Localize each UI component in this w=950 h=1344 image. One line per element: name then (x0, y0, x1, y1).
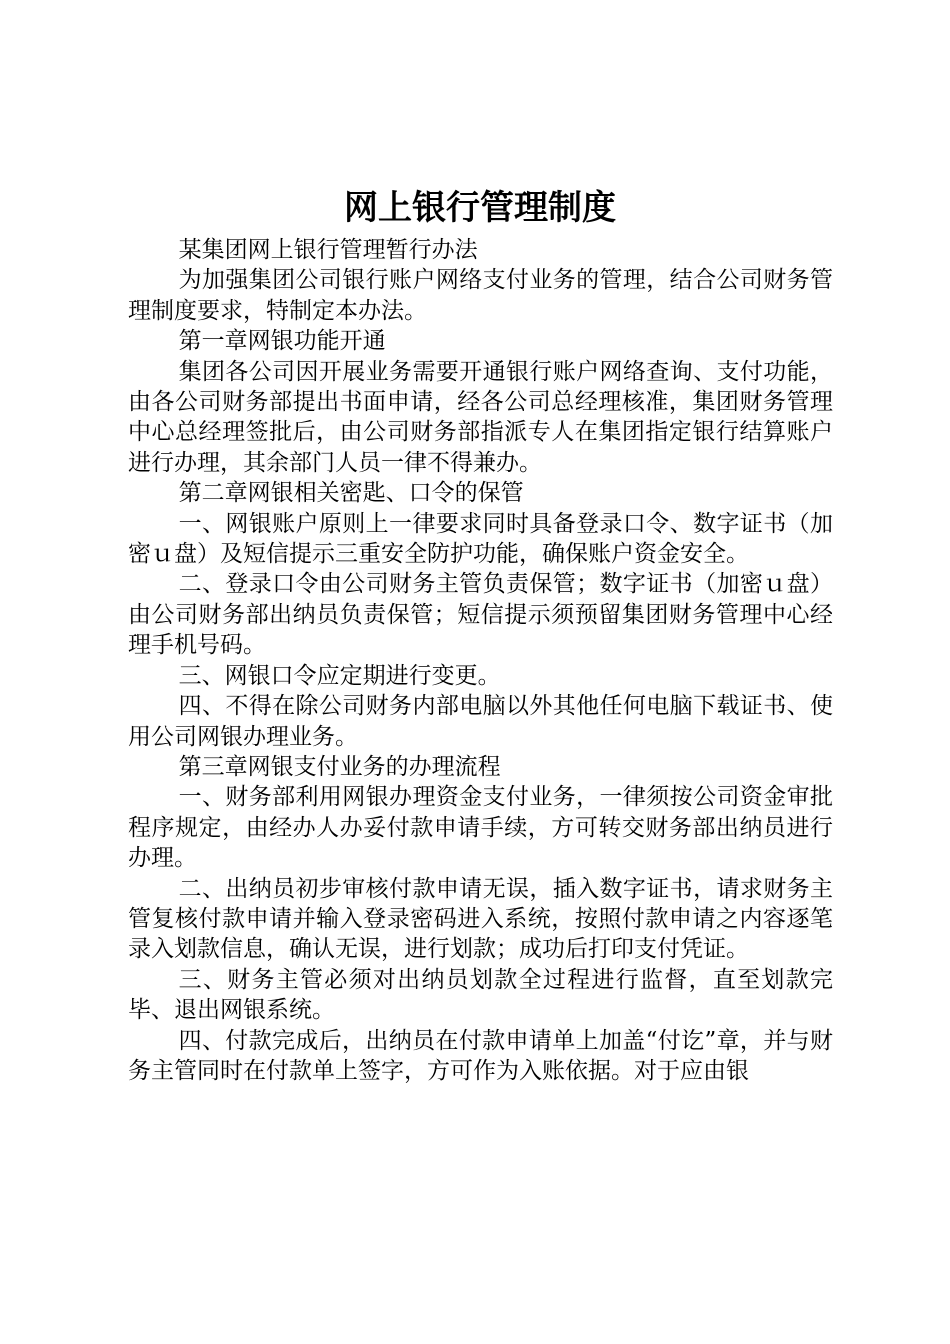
chapter-2-heading: 第二章网银相关密匙、口令的保管 (178, 480, 524, 507)
document-body (128, 235, 833, 1086)
chapter-3-item-3: 三、财务主管必须对出纳员划款全过程进行监督，直至划款完毕、退出网银系统。 (128, 966, 833, 1024)
paragraph-subtitle: 某集团网上银行管理暂行办法 (178, 237, 478, 263)
chapter-3-item-2: 二、出纳员初步审核付款申请无误，插入数字证书，请求财务主管复核付款申请并输入登录密码进入系统，按照付款申请之内容逐笔录入划款信息，确认无误，进行划款；成功后打印支付凭证。 (128, 875, 833, 963)
chapter-3-item-1: 一、财务部利用网银办理资金支付业务，一律须按公司资金审批程序规定，由经办人办妥付款申请手续，方可转交财务部出纳员进行办理。 (128, 784, 833, 872)
chapter-3-item-4: 四、付款完成后，出纳员在付款申请单上加盖“付讫”章，并与财务主管同时在付款单上签字，方可作为入账依据。对于应由银 (128, 1027, 833, 1084)
chapter-1-paragraph: 集团各公司因开展业务需要开通银行账户网络查询、支付功能，由各公司财务部提出书面申请，经各公司总经理核准，集团财务管理中心总经理签批后，由公司财务部指派专人在集团指定银行结算账户进行办理，其余部门人员一律不得兼办。 (128, 358, 833, 476)
chapter-2-item-1: 一、网银账户原则上一律要求同时具备登录口令、数字证书（加密ｕ盘）及短信提示三重安全防护功能，确保账户资金安全。 (128, 510, 833, 568)
document-title: 网上银行管理制度 (344, 188, 616, 228)
chapter-2-item-4: 四、不得在除公司财务内部电脑以外其他任何电脑下载证书、使用公司网银办理业务。 (128, 693, 833, 750)
chapter-2-item-3: 三、网银口令应定期进行变更。 (178, 662, 501, 689)
chapter-2-item-2: 二、登录口令由公司财务主管负责保管；数字证书（加密ｕ盘）由公司财务部出纳员负责保管；短信提示须预留集团财务管理中心经理手机号码。 (128, 571, 833, 659)
chapter-3-heading: 第三章网银支付业务的办理流程 (178, 753, 501, 780)
paragraph-preamble: 为加强集团公司银行账户网络支付业务的管理，结合公司财务管理制度要求，特制定本办法。 (128, 267, 833, 324)
chapter-1-heading: 第一章网银功能开通 (178, 328, 386, 355)
